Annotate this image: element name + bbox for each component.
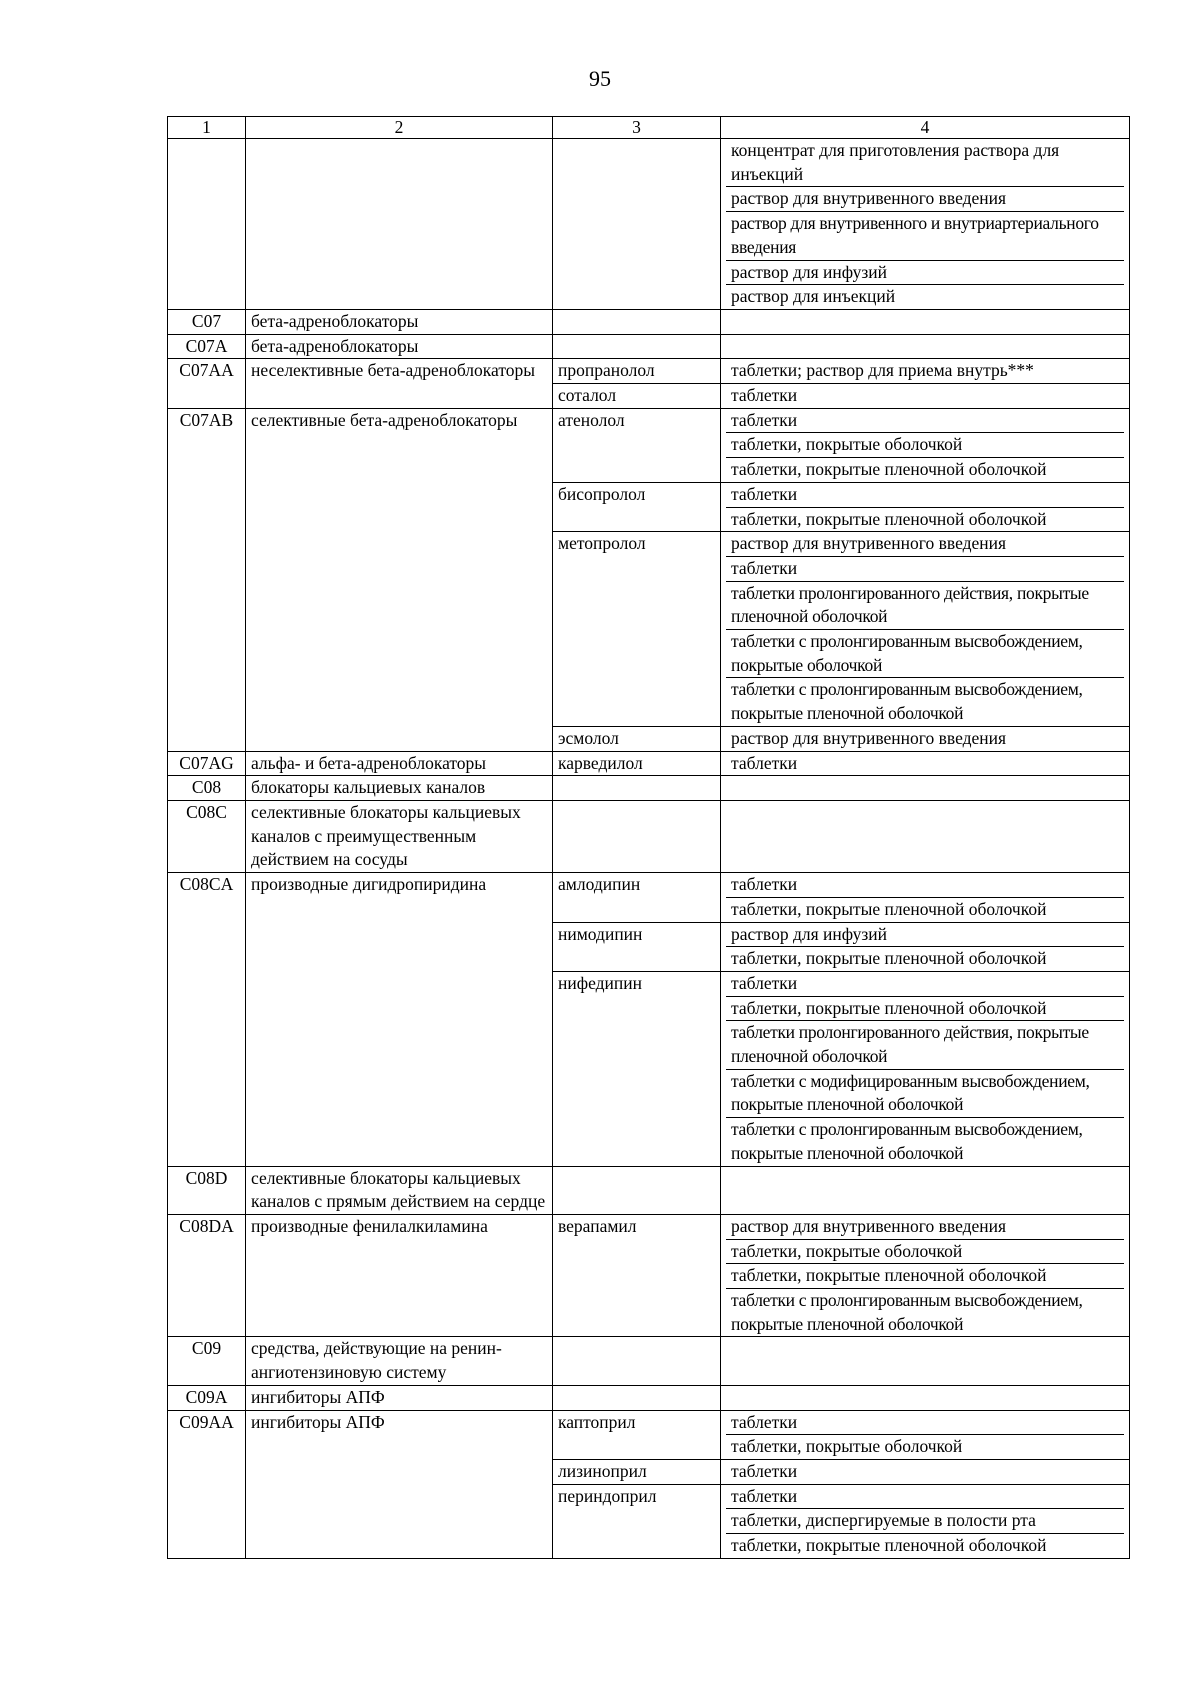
group-name: производные фенилалкиламина (246, 1214, 553, 1337)
atc-code: C09AA (168, 1410, 246, 1558)
drug-name (553, 1166, 721, 1214)
group-name: блокаторы кальциевых каналов (246, 776, 553, 801)
drug-name (553, 776, 721, 801)
atc-code: C07AB (168, 408, 246, 751)
table-row (168, 1385, 1130, 1410)
table-row (168, 334, 1130, 359)
column-header: 2 (246, 117, 553, 139)
dosage-forms (721, 139, 1130, 310)
drug-name: верапамил (553, 1214, 721, 1337)
drug-table (167, 116, 1130, 1559)
table-row (168, 776, 1130, 801)
group-name: селективные бета-адреноблокаторы (246, 408, 553, 751)
group-name (246, 139, 553, 310)
dosage-form: таблетки, покрытые оболочкой (726, 432, 1124, 457)
dosage-form: таблетки с модифицированным высвобождением, покрытые пленочной оболочкой (726, 1069, 1124, 1117)
dosage-form: раствор для внутривенного введения (731, 727, 1007, 748)
group-name: производные дигидропиридина (246, 873, 553, 1166)
dosage-form: раствор для инфузий (726, 260, 1124, 285)
table-row (168, 359, 1130, 384)
dosage-form: таблетки; раствор для приема внутрь*** (731, 360, 1034, 381)
drug-name (553, 800, 721, 872)
table-row (168, 1214, 1130, 1337)
table-row (168, 800, 1130, 872)
dosage-form: таблетки пролонгированного действия, покрытые пленочной оболочкой (726, 1020, 1124, 1068)
atc-code: C08CA (168, 873, 246, 1166)
dosage-form: раствор для внутривенного и внутриартериального введения (726, 211, 1124, 259)
dosage-form: таблетки, диспергируемые в полости рта (726, 1508, 1124, 1533)
dosage-forms (721, 873, 1130, 922)
dosage-form: таблетки (731, 752, 798, 773)
group-name: селективные блокаторы кальциевых каналов с прямым действием на сердце (246, 1166, 553, 1214)
group-name: средства, действующие на ренин-ангиотензиновую систему (246, 1337, 553, 1385)
dosage-form: таблетки (731, 972, 798, 993)
drug-name (553, 139, 721, 310)
dosage-forms (721, 408, 1130, 482)
dosage-forms (721, 1484, 1130, 1558)
column-header: 3 (553, 117, 721, 139)
atc-code: C08DA (168, 1214, 246, 1337)
dosage-form: таблетки (731, 483, 798, 504)
dosage-forms (721, 334, 1130, 359)
dosage-form: таблетки, покрытые пленочной оболочкой (726, 1533, 1124, 1558)
dosage-forms (721, 482, 1130, 531)
drug-name (553, 334, 721, 359)
table-row (168, 309, 1130, 334)
drug-name (553, 1337, 721, 1385)
dosage-form: раствор для инъекций (726, 284, 1124, 309)
dosage-forms (721, 971, 1130, 1166)
dosage-forms (721, 1459, 1130, 1484)
dosage-form: таблетки, покрытые пленочной оболочкой (726, 946, 1124, 971)
dosage-forms (721, 309, 1130, 334)
drug-name: атенолол (553, 408, 721, 482)
drug-name: пропранолол (553, 359, 721, 384)
dosage-form: таблетки (731, 1485, 798, 1506)
drug-name (553, 309, 721, 334)
dosage-forms (721, 922, 1130, 971)
dosage-forms (721, 726, 1130, 751)
dosage-form: раствор для внутривенного введения (731, 533, 1007, 554)
dosage-form: таблетки (731, 874, 798, 895)
dosage-form: таблетки, покрытые пленочной оболочкой (726, 996, 1124, 1021)
drug-name: периндоприл (553, 1484, 721, 1558)
group-name: ингибиторы АПФ (246, 1410, 553, 1558)
dosage-forms (721, 1337, 1130, 1385)
group-name: селективные блокаторы кальциевых каналов с преимущественным действием на сосуды (246, 800, 553, 872)
dosage-form: таблетки (731, 385, 798, 406)
dosage-form: таблетки с пролонгированным высвобождением, покрытые пленочной оболочкой (726, 1288, 1124, 1336)
dosage-form: таблетки, покрытые оболочкой (726, 1239, 1124, 1264)
dosage-forms (721, 800, 1130, 872)
table-row (168, 1337, 1130, 1385)
group-name: бета-адреноблокаторы (246, 309, 553, 334)
group-name: альфа- и бета-адреноблокаторы (246, 751, 553, 776)
table-row (168, 751, 1130, 776)
dosage-forms (721, 1385, 1130, 1410)
drug-name: амлодипин (553, 873, 721, 922)
dosage-form: таблетки (731, 1460, 798, 1481)
atc-code: C07A (168, 334, 246, 359)
group-name: ингибиторы АПФ (246, 1385, 553, 1410)
atc-code: C08D (168, 1166, 246, 1214)
page-number: 95 (589, 66, 611, 91)
dosage-form: таблетки с пролонгированным высвобождением, покрытые оболочкой (726, 629, 1124, 677)
drug-name: карведилол (553, 751, 721, 776)
drug-name: метопролол (553, 532, 721, 727)
column-header: 4 (721, 117, 1130, 139)
dosage-forms (721, 776, 1130, 801)
dosage-form: таблетки (726, 556, 1124, 581)
atc-code: C07 (168, 309, 246, 334)
dosage-form: таблетки с пролонгированным высвобождением, покрытые пленочной оболочкой (726, 1117, 1124, 1165)
dosage-form: концентрат для приготовления раствора для инъекций (731, 140, 1060, 184)
dosage-forms (721, 1410, 1130, 1459)
dosage-forms (721, 1214, 1130, 1337)
dosage-form: таблетки, покрытые пленочной оболочкой (726, 457, 1124, 482)
dosage-form: раствор для инфузий (731, 923, 888, 944)
dosage-form: таблетки, покрытые пленочной оболочкой (726, 507, 1124, 532)
dosage-forms (721, 384, 1130, 409)
dosage-form: таблетки, покрытые оболочкой (726, 1434, 1124, 1459)
drug-name: соталол (553, 384, 721, 409)
column-header: 1 (168, 117, 246, 139)
drug-table-body (168, 117, 1130, 1559)
dosage-forms (721, 1166, 1130, 1214)
dosage-form: таблетки пролонгированного действия, покрытые пленочной оболочкой (726, 581, 1124, 629)
atc-code: C07AG (168, 751, 246, 776)
atc-code: C08 (168, 776, 246, 801)
dosage-form: таблетки (731, 1411, 798, 1432)
dosage-forms (721, 359, 1130, 384)
dosage-form: раствор для внутривенного введения (726, 186, 1124, 211)
dosage-form: таблетки (731, 409, 798, 430)
drug-name: бисопролол (553, 482, 721, 531)
dosage-form: таблетки, покрытые пленочной оболочкой (726, 1263, 1124, 1288)
atc-code (168, 139, 246, 310)
atc-code: C07AA (168, 359, 246, 408)
drug-name: нимодипин (553, 922, 721, 971)
group-name: неселективные бета-адреноблокаторы (246, 359, 553, 408)
table-header-row (168, 117, 1130, 139)
dosage-forms (721, 532, 1130, 727)
dosage-form: таблетки, покрытые пленочной оболочкой (726, 897, 1124, 922)
atc-code: C09A (168, 1385, 246, 1410)
dosage-forms (721, 751, 1130, 776)
table-row (168, 139, 1130, 310)
dosage-form: таблетки с пролонгированным высвобождением, покрытые пленочной оболочкой (726, 677, 1124, 725)
table-row (168, 408, 1130, 482)
dosage-form: раствор для внутривенного введения (731, 1215, 1007, 1236)
drug-name: эсмолол (553, 726, 721, 751)
atc-code: C09 (168, 1337, 246, 1385)
drug-name: лизиноприл (553, 1459, 721, 1484)
table-row (168, 873, 1130, 922)
drug-name: каптоприл (553, 1410, 721, 1459)
drug-name (553, 1385, 721, 1410)
drug-name: нифедипин (553, 971, 721, 1166)
table-row (168, 1166, 1130, 1214)
table-row (168, 1410, 1130, 1459)
group-name: бета-адреноблокаторы (246, 334, 553, 359)
atc-code: C08C (168, 800, 246, 872)
